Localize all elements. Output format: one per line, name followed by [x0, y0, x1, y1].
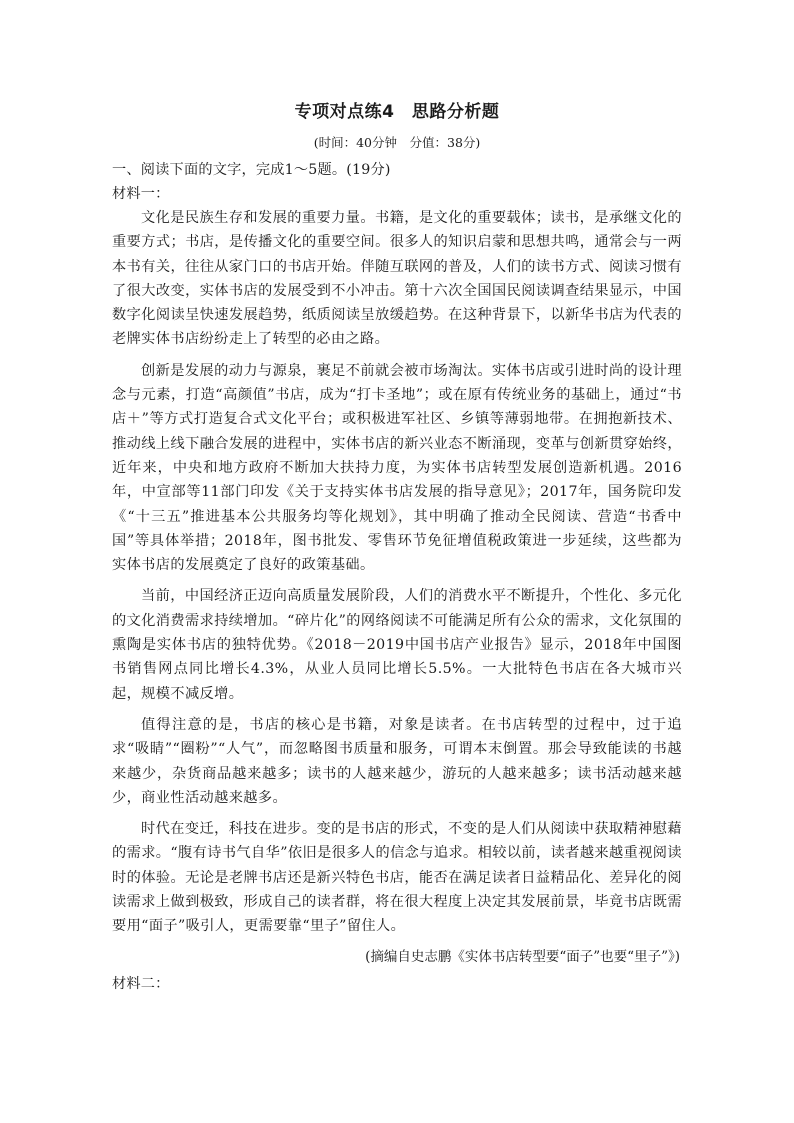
paragraph: 文化是民族生存和发展的重要力量。书籍，是文化的重要载体；读书，是承继文化的重要方式；书店，是传播文化的重要空间。很多人的知识启蒙和思想共鸣，通常会与一两本书有关，往往从家门口的书店开始。伴随互联网的普及，人们的读书方式、阅读习惯有了很大改变，实体书店的发展受到不小冲击。第十六次全国国民阅读调查结果显示，中国数字化阅读呈快速发展趋势，纸质阅读呈放缓趋势。在这种背景下，以新华书店为代表的老牌实体书店纷纷走上了转型的必由之路。 [112, 210, 682, 348]
material-label: 材料一： [112, 186, 170, 202]
paragraph: 当前，中国经济正迈向高质量发展阶段，人们的消费水平不断提升，个性化、多元化的文化消费需求持续增加。“碎片化”的网络阅读不可能满足所有公众的需求，文化氛围的熏陶是实体书店的独特优势。《2018－2019中国书店产业报告》显示，2018年中国图书销售网点同比增长4.3%，从业人员同比增长5.5%。一大批特色书店在各大城市兴起，规模不减反增。 [112, 588, 682, 702]
paragraph: 创新是发展的动力与源泉，裹足不前就会被市场淘汰。实体书店或引进时尚的设计理念与元素，打造“高颜值”书店，成为“打卡圣地”；或在原有传统业务的基础上，通过“书店＋”等方式打造复合式文化平台；或积极进军社区、乡镇等薄弱地带。在拥抱新技术、推动线上线下融合发展的进程中，实体书店的新兴业态不断涌现，变革与创新贯穿始终，近年来，中央和地方政府不断加大扶持力度，为实体书店转型发展创造新机遇。2016年，中宣部等11部门印发《关于支持实体书店发展的指导意见》；2017年，国务院印发《“十三五”推进基本公共服务均等化规划》，其中明确了推动全民阅读、营造“书香中国”等具体举措；2018年，图书批发、零售环节免征增值税政策进一步延续，这些都为实体书店的发展奠定了良好的政策基础。 [112, 362, 682, 574]
section-heading: 一、阅读下面的文字，完成1～5题。(19分) [112, 162, 391, 178]
source-citation: (摘编自史志鹏《实体书店转型要“面子”也要“里子”》) [365, 948, 680, 965]
document-body [112, 158, 682, 996]
material-label: 材料二： [112, 975, 170, 992]
paragraph: 值得注意的是，书店的核心是书籍，对象是读者。在书店转型的过程中，过于追求“吸睛”“圈粉”“人气”，而忽略图书质量和服务，可谓本末倒置。那会导致能读的书越来越少，杂货商品越来越多；读书的人越来越少，游玩的人越来越多；读书活动越来越少，商业性活动越来越多。 [112, 716, 682, 806]
document-subtitle: (时间：40分钟 分值：38分) [313, 135, 481, 150]
paragraph: 时代在变迁，科技在进步。变的是书店的形式，不变的是人们从阅读中获取精神慰藉的需求。“腹有诗书气自华”依旧是很多人的信念与追求。相较以前，读者越来越重视阅读时的体验。无论是老牌书店还是新兴特色书店，能否在满足读者日益精品化、差异化的阅读需求上做到极致，形成自己的读者群，将在很大程度上决定其发展前景，毕竟书店既需要用“面子”吸引人，更需要靠“里子”留住人。 [112, 821, 682, 935]
document-title: 专项对点练4 思路分析题 [294, 102, 500, 122]
